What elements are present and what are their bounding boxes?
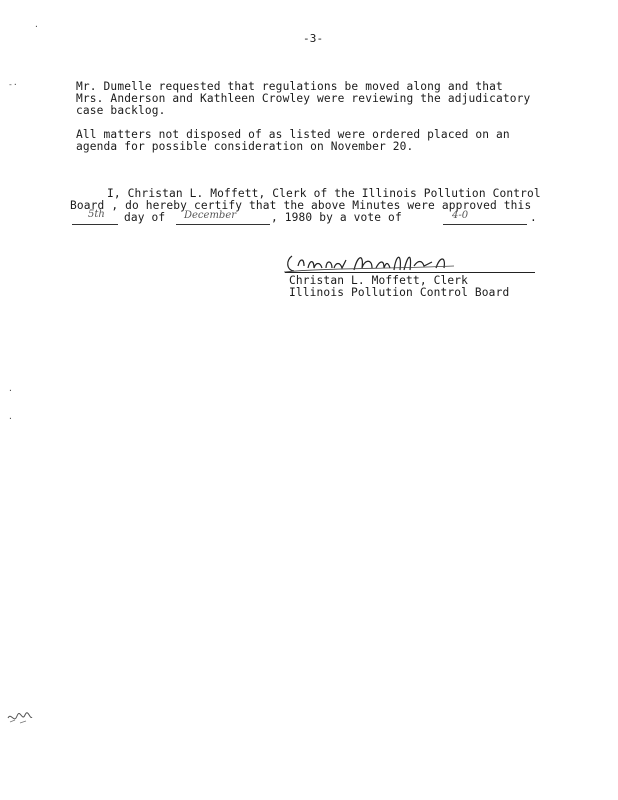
- month-blank: [176, 224, 270, 225]
- margin-mark: -·: [8, 80, 18, 89]
- margin-mark: ·: [8, 414, 13, 423]
- paragraph-1-line-3: case backlog.: [76, 104, 166, 117]
- day-blank: [72, 224, 118, 225]
- certification-period: .: [530, 211, 537, 224]
- page-number: -3-: [303, 32, 324, 45]
- paragraph-2-line-1: All matters not disposed of as listed were ordered placed on an: [76, 128, 510, 141]
- handwritten-month: December: [184, 210, 237, 221]
- vote-blank: [443, 224, 527, 225]
- paragraph-1-line-1: Mr. Dumelle requested that regulations be moved along and that: [76, 80, 503, 93]
- paragraph-2-line-2: agenda for possible consideration on November 20.: [76, 140, 414, 153]
- paragraph-1-line-2: Mrs. Anderson and Kathleen Crowley were reviewing the adjudicatory: [76, 92, 531, 105]
- margin-scribble: [6, 710, 34, 726]
- margin-mark: ·: [34, 22, 39, 31]
- certification-line-1: I, Christan L. Moffett, Clerk of the Illinois Pollution Control: [107, 187, 541, 200]
- signature-line: [285, 272, 535, 273]
- certification-line-2: Board , do hereby certify that the above Minutes were approved this: [70, 199, 532, 212]
- handwritten-vote: 4-0: [452, 210, 469, 221]
- margin-mark: ·: [8, 386, 13, 395]
- handwritten-day: 5th: [88, 209, 105, 220]
- day-of-label: day of: [124, 211, 166, 224]
- year-vote-text: , 1980 by a vote of: [271, 211, 402, 224]
- signer-name: Christan L. Moffett, Clerk: [289, 274, 469, 287]
- signer-organization: Illinois Pollution Control Board: [289, 286, 510, 299]
